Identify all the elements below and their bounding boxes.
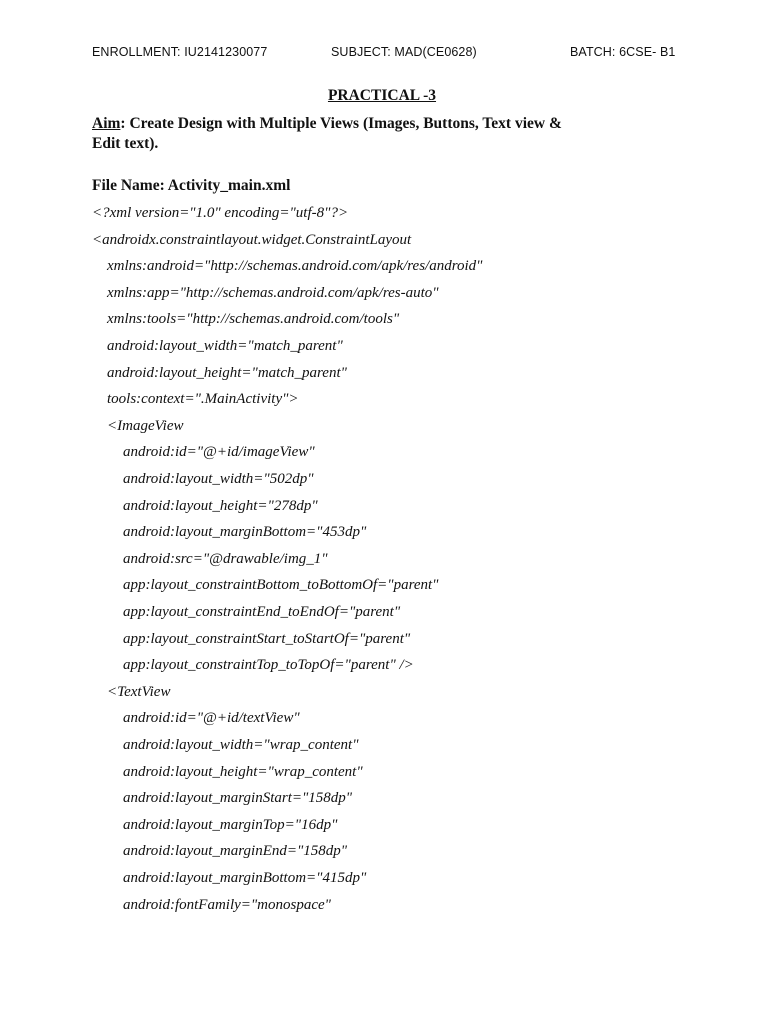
subject-label: SUBJECT: MAD(CE0628) <box>331 45 477 59</box>
code-line: app:layout_constraintStart_toStartOf="parent" <box>123 630 411 647</box>
practical-title <box>0 87 768 105</box>
code-line: android:id="@+id/imageView" <box>123 444 315 461</box>
code-line: xmlns:app="http://schemas.android.com/apk/res-auto" <box>107 284 439 301</box>
practical-title-text: PRACTICAL -3 <box>327 87 437 104</box>
code-line: app:layout_constraintEnd_toEndOf="parent" <box>123 604 401 620</box>
code-line: xmlns:android="http://schemas.android.com/apk/res/android" <box>107 258 483 275</box>
batch-label: BATCH: 6CSE- B1 <box>570 45 676 59</box>
code-line: android:layout_height="wrap_content" <box>123 763 363 780</box>
code-line: app:layout_constraintBottom_toBottomOf="parent" <box>123 577 439 594</box>
code-line: android:layout_width="502dp" <box>123 471 314 487</box>
code-line: app:layout_constraintTop_toTopOf="parent" /> <box>123 657 414 674</box>
code-line: android:layout_marginBottom="453dp" <box>123 524 367 541</box>
code-line: android:layout_width="wrap_content" <box>123 737 359 753</box>
code-line: android:id="@+id/textView" <box>123 710 300 727</box>
code-line: android:layout_marginStart="158dp" <box>123 790 353 807</box>
code-line: android:layout_marginEnd="158dp" <box>123 843 348 860</box>
code-line: android:src="@drawable/img_1" <box>123 550 328 567</box>
code-line: android:layout_height="278dp" <box>123 497 318 514</box>
code-line: android:layout_marginBottom="415dp" <box>123 870 367 886</box>
enrollment-label: ENROLLMENT: IU2141230077 <box>92 45 268 59</box>
code-line: <androidx.constraintlayout.widget.ConstraintLayout <box>92 231 412 248</box>
file-name-heading: File Name: Activity_main.xml <box>92 177 291 194</box>
code-line: android:layout_marginTop="16dp" <box>123 816 338 833</box>
code-line: <?xml version="1.0" encoding="utf-8"?> <box>92 205 349 221</box>
page-header <box>0 45 768 63</box>
aim-text: : Create Design with Multiple Views (Images, Buttons, Text view & Edit text). <box>92 115 562 152</box>
code-line: android:layout_height="match_parent" <box>107 364 347 381</box>
code-line: <TextView <box>107 683 171 700</box>
aim-label: Aim <box>92 115 121 132</box>
code-line: android:fontFamily="monospace" <box>123 896 331 913</box>
code-line: xmlns:tools="http://schemas.android.com/tools" <box>107 311 400 328</box>
aim-paragraph <box>92 114 592 154</box>
code-line: <ImageView <box>107 417 184 434</box>
code-line: android:layout_width="match_parent" <box>107 338 343 354</box>
code-line: tools:context=".MainActivity"> <box>107 391 299 408</box>
